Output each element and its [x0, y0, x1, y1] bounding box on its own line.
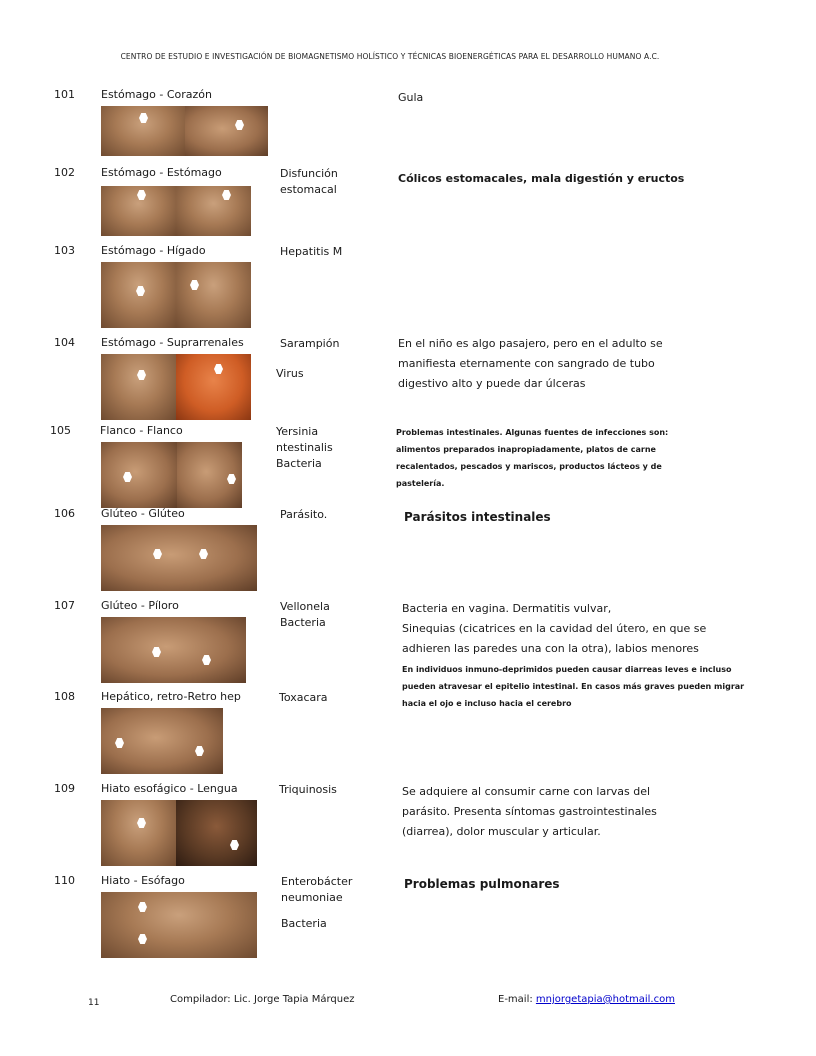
entry-title: Hepático, retro-Retro hep: [101, 690, 241, 703]
torso-image: [101, 106, 185, 156]
entry-images: [101, 800, 257, 866]
flank-image: [177, 442, 242, 508]
magnet-point-marker: [199, 549, 208, 559]
pathogen-text: Yersinia: [276, 425, 319, 438]
pathogen-text: Bacteria: [281, 917, 327, 930]
torso-image: [101, 800, 176, 866]
gluteus-image: [101, 525, 257, 591]
magnet-point-marker: [227, 474, 236, 484]
entry-number: 105: [50, 424, 71, 437]
pathogen-text: Toxacara: [279, 691, 328, 704]
entry-description: [398, 334, 700, 394]
entry-title: Glúteo - Glúteo: [101, 507, 185, 520]
description-text: Problemas intestinales. Algunas fuentes de infecciones son: alimentos preparados inapropiadamente, platos de carne recalentados, pescados y mariscos, productos lácteos y de pastelería.: [396, 428, 669, 488]
entry-pathogen: [279, 782, 337, 798]
pathogen-text: Sarampión: [280, 337, 340, 350]
entry-images: [101, 354, 251, 420]
pathogen-text: Hepatitis M: [280, 245, 343, 258]
description-text: Problemas pulmonares: [404, 877, 560, 891]
magnet-point-marker: [235, 120, 244, 130]
entry-number: 109: [54, 782, 75, 795]
entry-title: Glúteo - Píloro: [101, 599, 179, 612]
entry-number: 110: [54, 874, 75, 887]
pathogen-text: Enterobácter: [281, 875, 353, 888]
description-text: Cólicos estomacales, mala digestión y eructos: [398, 172, 685, 185]
magnet-point-marker: [195, 746, 204, 756]
entry-pathogen: [280, 166, 338, 198]
entry-title: Estómago - Suprarrenales: [101, 336, 244, 349]
magnet-point-marker: [137, 818, 146, 828]
entry-number: 102: [54, 166, 75, 179]
magnet-point-marker: [138, 934, 147, 944]
magnet-point-marker: [137, 370, 146, 380]
email-label: E-mail:: [498, 994, 536, 1005]
entry-title: Hiato esofágico - Lengua: [101, 782, 238, 795]
page-header: CENTRO DE ESTUDIO E INVESTIGACIÓN DE BIOMAGNETISMO HOLÍSTICO Y TÉCNICAS BIOENERGÉTICAS PARA EL DESARROLLO HUMANO A.C.: [120, 52, 660, 61]
pathogen-text: Bacteria: [280, 616, 326, 629]
entry-images: [101, 708, 223, 774]
description-text: Se adquiere al consumir carne con larvas del parásito. Presenta síntomas gastrointestinales (diarrea), dolor muscular y articular.: [402, 785, 657, 838]
magnet-point-marker: [222, 190, 231, 200]
email-line: [498, 994, 675, 1005]
entry-description: [398, 168, 700, 190]
entry-pathogen: [279, 690, 328, 706]
entry-title: Estómago - Hígado: [101, 244, 206, 257]
magnet-point-marker: [152, 647, 161, 657]
entry-pathogen: [280, 507, 327, 523]
chest-image: [185, 106, 268, 156]
magnet-point-marker: [123, 472, 132, 482]
entry-pathogen: [281, 874, 352, 932]
torso-image: [176, 186, 251, 236]
torso-image: [101, 186, 176, 236]
entry-description: [398, 88, 700, 108]
entry-description: [404, 507, 706, 527]
entry-title: Estómago - Estómago: [101, 166, 222, 179]
pathogen-text: ntestinalis: [276, 441, 333, 454]
entry-number: 108: [54, 690, 75, 703]
flank-image: [101, 442, 177, 508]
torso-image: [176, 262, 251, 328]
email-link[interactable]: mnjorgetapia@hotmail.com: [535, 994, 675, 1005]
pathogen-text: Vellonela: [280, 600, 330, 613]
entry-description: [404, 874, 706, 894]
gluteus-pylorus-image: [101, 617, 246, 683]
entry-number: 104: [54, 336, 75, 349]
magnet-point-marker: [190, 280, 199, 290]
pathogen-text: Parásito.: [280, 508, 328, 521]
description-text: Bacteria en vagina. Dermatitis vulvar,: [402, 602, 612, 615]
head-image: [176, 800, 257, 866]
magnet-point-marker: [139, 113, 148, 123]
entry-title: Hiato - Esófago: [101, 874, 185, 887]
entry-pathogen: [276, 336, 340, 382]
magnet-point-marker: [137, 190, 146, 200]
entry-number: 101: [54, 88, 75, 101]
entry-pathogen: [280, 599, 330, 631]
entry-title: Estómago - Corazón: [101, 88, 213, 101]
entry-description: [402, 599, 745, 712]
entry-images: [101, 525, 257, 591]
back-image: [101, 708, 223, 774]
pathogen-text: Bacteria: [276, 457, 322, 470]
entry-images: [101, 106, 268, 156]
entry-number: 103: [54, 244, 75, 257]
entry-images: [101, 262, 251, 328]
description-text: En individuos inmuno-deprimidos pueden causar diarreas leves e incluso pueden atravesar el epitelio intestinal. En casos más graves pueden migrar hacia el ojo e incluso hacia el cerebro: [402, 665, 745, 708]
pathogen-text: Disfunción: [280, 167, 338, 180]
entry-description: [402, 782, 692, 842]
description-text: En el niño es algo pasajero, pero en el adulto se manifiesta eternamente con sangrado de tubo digestivo alto y puede dar úlceras: [398, 337, 663, 390]
entry-pathogen: [280, 244, 342, 260]
torso-image: [101, 354, 176, 420]
entry-number: 106: [54, 507, 75, 520]
magnet-point-marker: [136, 286, 145, 296]
magnet-point-marker: [153, 549, 162, 559]
magnet-point-marker: [214, 364, 223, 374]
entry-images: [101, 442, 242, 508]
entry-images: [101, 892, 257, 958]
magnet-point-marker: [230, 840, 239, 850]
entry-description: [396, 424, 712, 492]
entry-title: Flanco - Flanco: [100, 424, 183, 437]
magnet-point-marker: [202, 655, 211, 665]
torso-image: [101, 262, 176, 328]
description-text: Parásitos intestinales: [404, 510, 551, 524]
torso-image: [101, 892, 257, 958]
magnet-point-marker: [115, 738, 124, 748]
entry-images: [101, 617, 246, 683]
compiler-credit: Compilador: Lic. Jorge Tapia Márquez: [170, 994, 355, 1005]
magnet-point-marker: [138, 902, 147, 912]
description-text: Sinequias (cicatrices en la cavidad del útero, en que se adhieren las paredes una con la otra), labios menores: [402, 622, 707, 655]
back-image: [176, 354, 251, 420]
page-number: 11: [88, 998, 100, 1008]
entry-number: 107: [54, 599, 75, 612]
pathogen-text: Triquinosis: [279, 783, 337, 796]
description-text: Gula: [398, 91, 424, 104]
pathogen-text: neumoniae: [281, 891, 343, 904]
entry-images: [101, 186, 251, 236]
pathogen-text: estomacal: [280, 183, 337, 196]
pathogen-text: Virus: [276, 367, 304, 380]
entry-pathogen: [276, 424, 333, 472]
